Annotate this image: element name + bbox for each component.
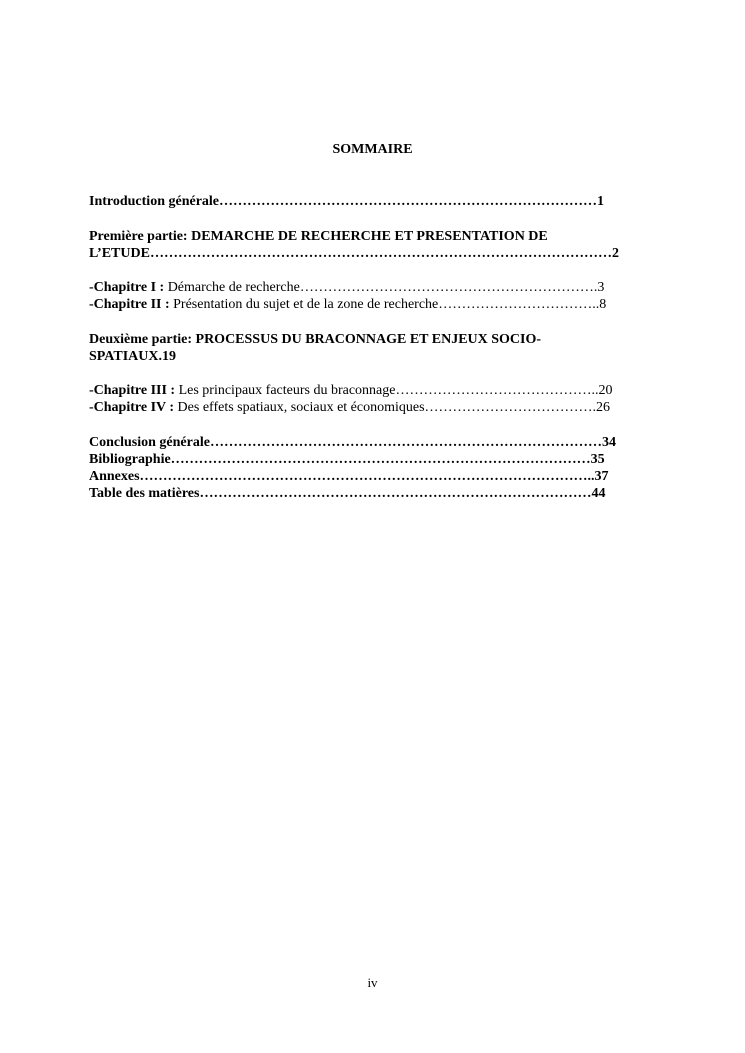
toc-entry-chapter4: [89, 398, 610, 418]
toc-entry-chapter2: [89, 295, 606, 315]
chapter-label: -Chapitre IV :: [89, 400, 175, 415]
chapter-label: -Chapitre I :: [89, 280, 165, 295]
toc-entry-part2-line2: SPATIAUX.19: [89, 349, 176, 364]
toc-entry-introduction: Introduction générale………………………………………………………………………1: [89, 194, 605, 209]
toc-entry-annexes: Annexes……………………………………………………………………………………..37: [89, 469, 609, 484]
chapter-text: Présentation du sujet et de la zone de recherche……………………………..8: [169, 297, 607, 312]
chapter-text: Les principaux facteurs du braconnage……………………………………..20: [175, 383, 613, 398]
page-title: SOMMAIRE: [332, 142, 413, 157]
toc-entry-conclusion: Conclusion générale…………………………………………………………………………34: [89, 435, 616, 450]
toc-entry-bibliography: Bibliographie………………………………………………………………………………35: [89, 452, 605, 467]
chapter-text: Des effets spatiaux, sociaux et économiques……………………………….26: [174, 400, 611, 415]
toc-entry-part1-line2: L’ETUDE………………………………………………………………………………………2: [89, 246, 619, 261]
toc-entry-part2-line1: Deuxième partie: PROCESSUS DU BRACONNAGE ET ENJEUX SOCIO-: [89, 332, 542, 347]
page-number: iv: [367, 975, 378, 990]
toc-entry-part1-line1: Première partie: DEMARCHE DE RECHERCHE ET PRESENTATION DE: [89, 229, 548, 244]
toc-entry-table-of-contents: Table des matières…………………………………………………………………………44: [89, 486, 606, 501]
chapter-label: -Chapitre II :: [89, 297, 170, 312]
chapter-label: -Chapitre III :: [89, 383, 176, 398]
chapter-text: Démarche de recherche……………………………………………………….3: [164, 280, 605, 295]
